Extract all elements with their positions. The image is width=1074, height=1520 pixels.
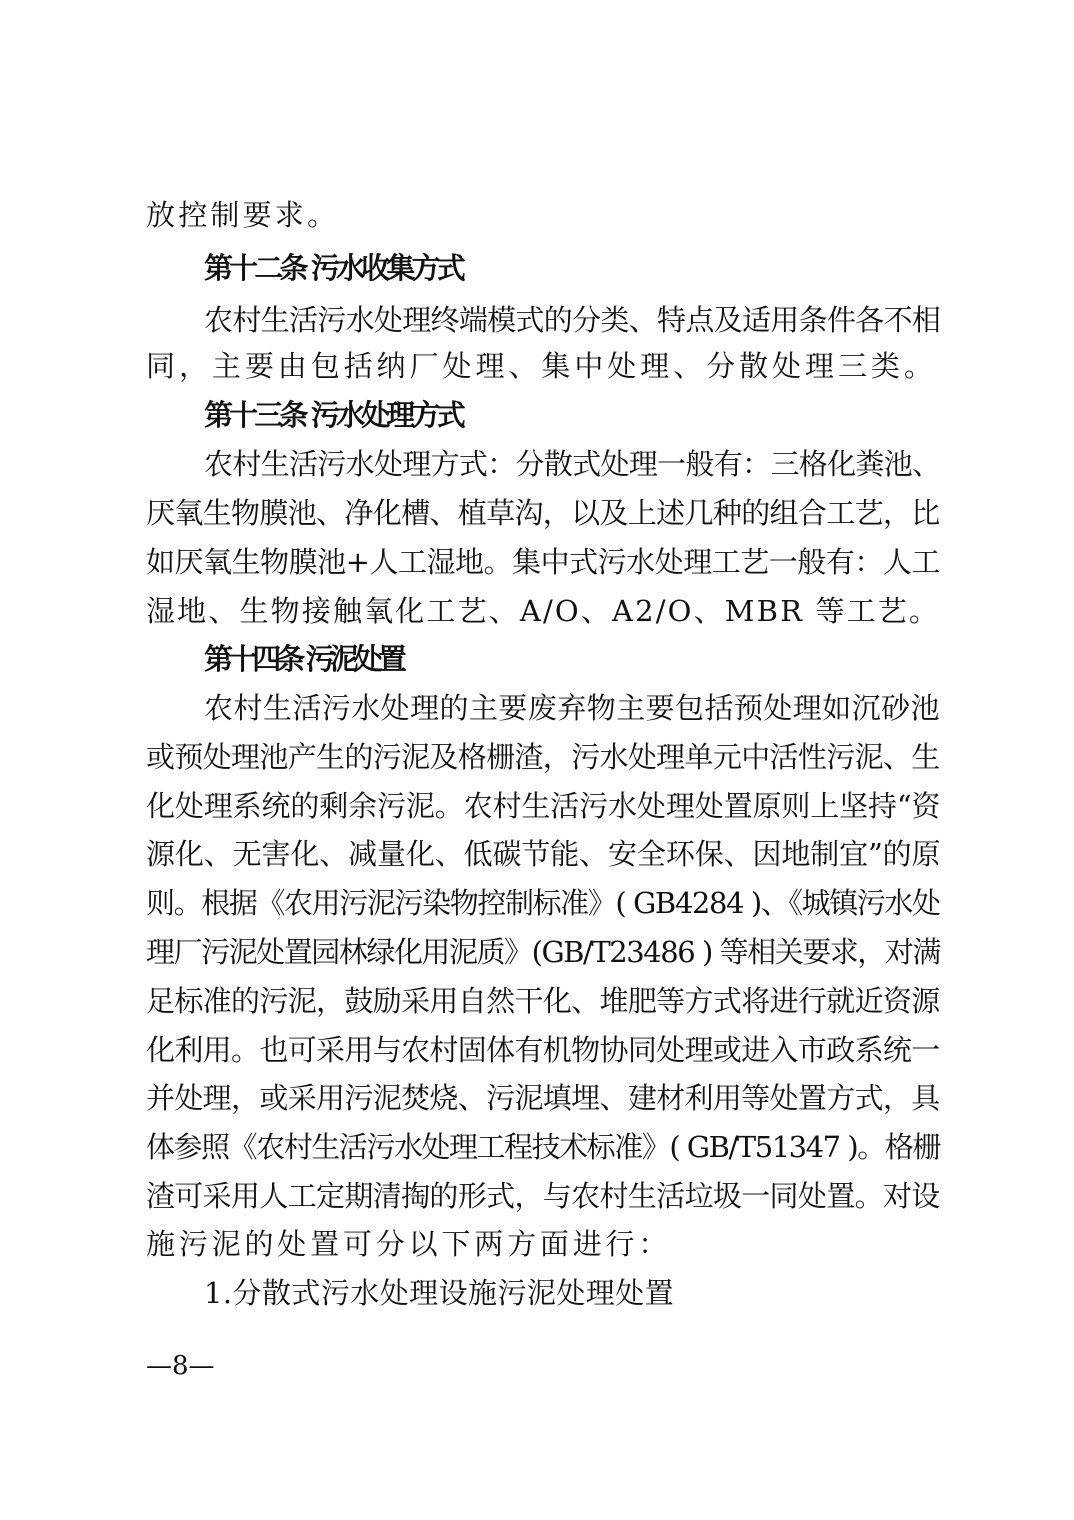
section-heading-13: 第十三条 污水处理方式 (204, 398, 462, 432)
text-line: 如厌氧生物膜池+人工湿地。集中式污水处理工艺一般有：人工 (146, 545, 940, 579)
text-line: 同，主要由包括纳厂处理、集中处理、分散处理三类。 (146, 349, 937, 383)
text-line: 农村生活污水处理方式：分散式处理一般有：三格化粪池、 (204, 447, 941, 481)
section-heading-14: 第十四条 污泥处置 (204, 642, 402, 676)
text-line: 足标准的污泥，鼓励采用自然干化、堆肥等方式将进行就近资源 (146, 984, 940, 1018)
text-line: 并处理，或采用污泥焚烧、污泥填埋、建材利用等处置方式，具 (146, 1081, 940, 1115)
text-line: 化利用。也可采用与农村固体有机物协同处理或进入市政系统一 (146, 1033, 940, 1067)
text-line: 体参照《农村生活污水处理工程技术标准》( GB/T51347 )。格栅 (146, 1130, 940, 1164)
text-line: 或预处理池产生的污泥及格栅渣，污水处理单元中活性污泥、生 (146, 740, 940, 774)
list-item: 1.分散式污水处理设施污泥处理处置 (204, 1276, 675, 1310)
text-line: 则。根据《农用污泥污染物控制标准》( GB4284 )、《城镇污水处 (146, 886, 940, 920)
text-line: 源化、无害化、减量化、低碳节能、安全环保、因地制宜”的原 (146, 837, 941, 871)
text-line: 理厂污泥处置园林绿化用泥质》(GB/T23486 ) 等相关要求，对满 (146, 935, 940, 969)
text-line: 施污泥的处置可分以下两方面进行： (146, 1227, 672, 1261)
text-line: 化处理系统的剩余污泥。农村生活污水处理处置原则上坚持“资 (146, 789, 941, 823)
text-line: 渣可采用人工定期清掏的形式，与农村生活垃圾一同处置。对设 (146, 1179, 940, 1213)
text-line: 农村生活污水处理终端模式的分类、特点及适用条件各不相 (204, 303, 941, 337)
section-heading-12: 第十二条 污水收集方式 (204, 251, 462, 285)
text-line: 农村生活污水处理的主要废弃物主要包括预处理如沉砂池 (204, 691, 941, 725)
text-line: 放控制要求。 (146, 198, 340, 232)
text-line: 湿地、生物接触氧化工艺、A/O、A2/O、MBR 等工艺。 (146, 594, 941, 628)
page-number: —8— (146, 1351, 215, 1381)
text-line: 厌氧生物膜池、净化槽、植草沟，以及上述几种的组合工艺，比 (146, 496, 940, 530)
